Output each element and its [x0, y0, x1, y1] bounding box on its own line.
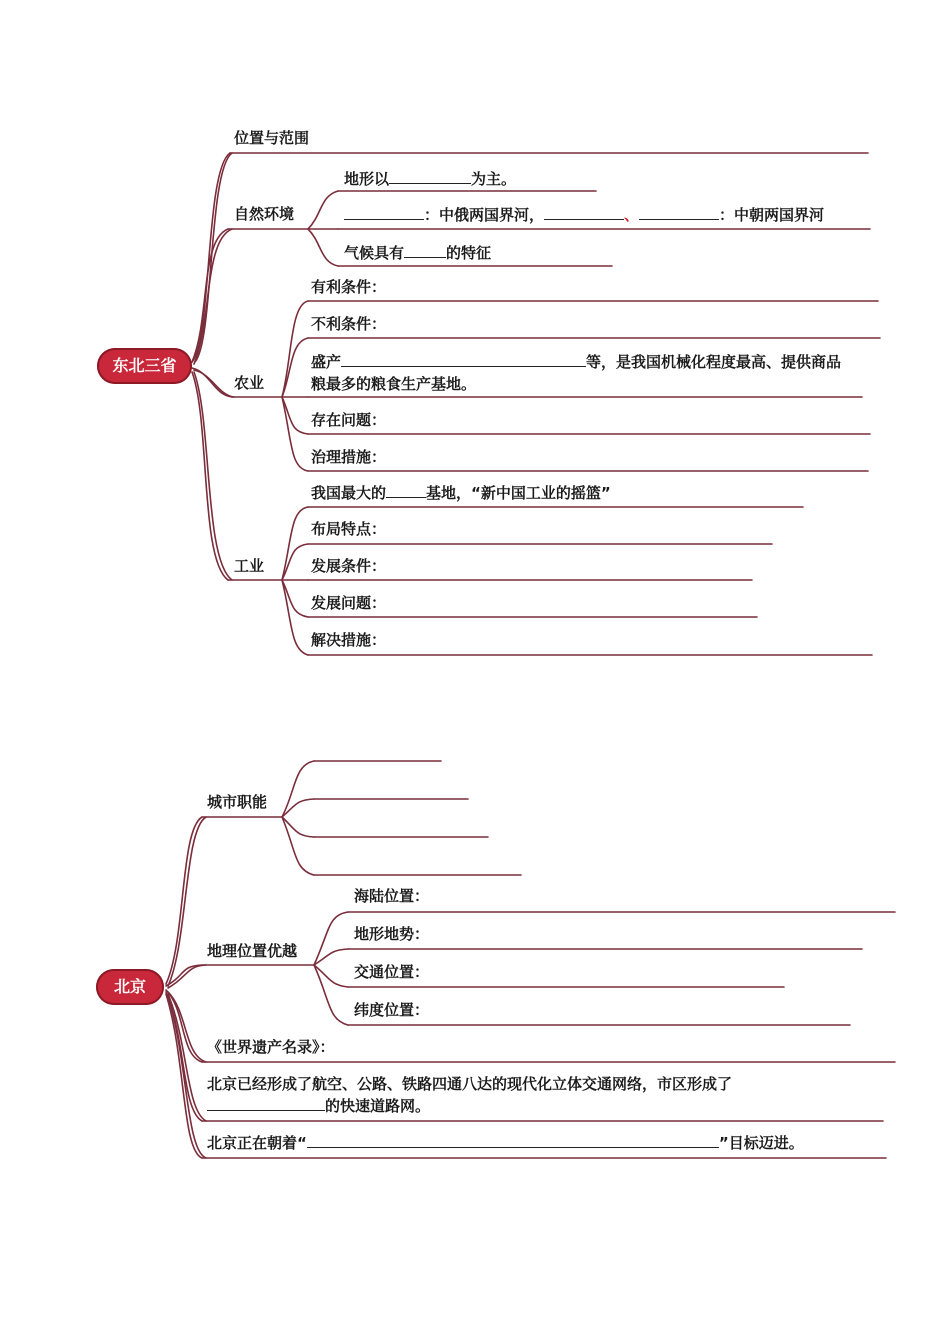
industry-layout: 布局特点：	[311, 520, 387, 538]
river-blank-1[interactable]	[344, 204, 424, 220]
node-goal	[207, 1132, 804, 1153]
advantage-sea: 海陆位置：	[354, 887, 430, 905]
root-northeast: 东北三省	[97, 348, 192, 384]
transport-suffix: 的快速道路网。	[325, 1097, 431, 1115]
base-blank[interactable]	[386, 482, 426, 498]
goal-suffix: ”目标迈进。	[718, 1134, 804, 1152]
produce-blank[interactable]	[341, 351, 586, 367]
node-nature: 自然环境	[234, 205, 295, 223]
advantage-terrain: 地形地势：	[354, 925, 430, 943]
node-location: 位置与范围	[234, 129, 310, 147]
node-agriculture: 农业	[234, 374, 265, 392]
goal-blank[interactable]	[307, 1132, 719, 1148]
industry-base	[311, 482, 611, 503]
terrain-suffix: 为主。	[471, 170, 517, 188]
root-beijing: 北京	[96, 969, 164, 1005]
river-mid-text: ：中俄两国界河，	[424, 206, 545, 224]
agri-produce	[311, 351, 856, 395]
node-heritage: 《世界遗产名录》：	[207, 1038, 335, 1056]
agri-favorable: 有利条件：	[311, 278, 387, 296]
agri-measures: 治理措施：	[311, 448, 387, 466]
base-suffix: 基地，“新中国工业的摇篮”	[426, 484, 611, 502]
produce-prefix: 盛产	[311, 353, 342, 371]
agri-unfavorable: 不利条件：	[311, 315, 387, 333]
node-city-functions: 城市职能	[207, 793, 268, 811]
node-location-advantage: 地理位置优越	[207, 942, 298, 960]
agri-problems: 存在问题：	[311, 411, 387, 429]
transport-prefix: 北京已经形成了航空、公路、铁路四通八达的现代化立体交通网络，市区形成了	[207, 1075, 733, 1093]
industry-solutions: 解决措施：	[311, 631, 387, 649]
river-blank-2[interactable]	[544, 204, 624, 220]
node-transport	[207, 1073, 807, 1117]
node-industry: 工业	[234, 557, 265, 575]
base-prefix: 我国最大的	[311, 484, 387, 502]
climate-blank[interactable]	[404, 242, 446, 258]
terrain-prefix: 地形以	[344, 170, 390, 188]
goal-prefix: 北京正在朝着“	[207, 1134, 307, 1152]
produce-suffix: 等，是我国机械化程度最高、提供商品粮最多的粮食生产基地。	[311, 353, 842, 393]
nature-rivers	[344, 204, 824, 225]
nature-climate	[344, 242, 491, 263]
industry-problems: 发展问题：	[311, 594, 387, 612]
nature-terrain	[344, 168, 516, 189]
river-end-text: ：中朝两国界河	[719, 206, 825, 224]
advantage-traffic: 交通位置：	[354, 963, 430, 981]
advantage-latitude: 纬度位置：	[354, 1001, 430, 1019]
river-separator: 、	[624, 206, 640, 224]
climate-suffix: 的特征	[446, 244, 492, 262]
industry-conditions: 发展条件：	[311, 557, 387, 575]
transport-blank[interactable]	[207, 1095, 325, 1111]
climate-prefix: 气候具有	[344, 244, 405, 262]
terrain-blank[interactable]	[389, 168, 471, 184]
river-blank-3[interactable]	[639, 204, 719, 220]
